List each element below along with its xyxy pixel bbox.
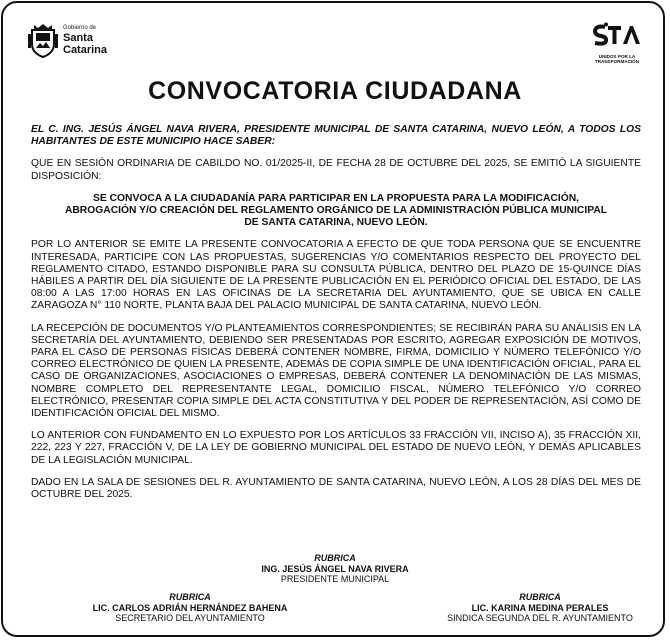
signer-role: SINDICA SEGUNDA DEL R. AYUNTAMIENTO: [447, 613, 633, 623]
sta-logo-icon: [592, 22, 642, 48]
convocation-paragraph: SE CONVOCA A LA CIUDADANÍA PARA PARTICIPAR EN LA PROPUESTA PARA LA MODIFICACIÓN, ABROGACIÓN Y/O CREACIÓN DEL REGLAMENTO ORGÁNICO DE LA ADMINISTRACIÓN PÚBLICA MUNICIPAL DE SANTA CATARINA, NUEVO LEÓN.: [64, 192, 608, 229]
signer-name: ING. JESÚS ÁNGEL NAVA RIVERA: [261, 563, 409, 574]
emission-paragraph: POR LO ANTERIOR SE EMITE LA PRESENTE CONVOCATORIA A EFECTO DE QUE TODA PERSONA QUE SE ENCUENTRE INTERESADA, PARTICIPE CON LAS PROPUESTAS, SUGERENCIAS Y/O COMENTARIOS RESPECTO DEL PROYECTO DEL REGLAMENTO CITADO, ESTANDO DISPONIBLE PARA SU CONSULTA PÚBLICA, DENTRO DEL PLAZO DE 15-QUINCE DÍAS HÁBILES A PARTIR DEL DÍA SIGUIENTE DE LA PRESENTE PUBLICACIÓN EN EL PERIÓDICO OFICIAL DEL ESTADO, DE LAS 08:00 A LAS 17:00 HORAS EN LAS OFICINAS DE LA SECRETARIA DEL AYUNTAMIENTO, QUE SE UBICA EN CALLE ZARAGOZA N° 110 NORTE, PLANTA BAJA DEL PALACIO MUNICIPAL DE SANTA CATARINA, NUEVO LEÓN.: [31, 239, 641, 312]
document-body: [31, 124, 641, 511]
sta-tagline: UNIDOS POR LA TRANSFORMACIÓN: [594, 54, 640, 64]
signer-role: SECRETARIO DEL AYUNTAMIENTO: [115, 613, 265, 623]
signature-sindica: [420, 592, 660, 624]
signature-secretario: [60, 592, 320, 624]
santa-catarina-logo: [28, 22, 107, 58]
signer-name: LIC. CARLOS ADRIÁN HERNÁNDEZ BAHENA: [92, 602, 288, 613]
reception-paragraph: LA RECEPCIÓN DE DOCUMENTOS Y/O PLANTEAMIENTOS CORRESPONDIENTES; SE RECIBIRÁN PARA SU ANÁLISIS EN LA SECRETARÍA DEL AYUNTAMIENTO, DEBIENDO SER PRESENTADAS POR ESCRITO, AGREGAR EXPOSICIÓN DE MOTIVOS, PARA EL CASO DE PERSONAS FÍSICAS DEBERÁ CONTENER NOMBRE, FIRMA, DOMICILIO Y NÚMERO TELEFÓNICO Y/O CORREO ELECTRÓNICO DE QUIEN LA PRESENTE, ADEMÁS DE COPIA SIMPLE DE UNA IDENTIFICACIÓN OFICIAL, PARA EL CASO DE ORGANIZACIONES, ASOCIACIONES O EMPRESAS, DEBERÁ CONTENER LA DENOMINACIÓN DE LAS MISMAS, NOMBRE COMPLETO DEL REPRESENTANTE LEGAL, DOMICILIO FISCAL, NÚMERO TELEFÓNICO Y/O CORREO ELECTRÓNICO, PRESENTAR COPIA SIMPLE DEL ACTA CONSTITUTIVA Y DEL PODER DE REPRESENTACIÓN, ASÍ COMO DE IDENTIFICACIÓN OFICIAL DEL MISMO.: [31, 322, 641, 420]
sta-logo: [592, 22, 642, 64]
logo-caption: Gobierno de: [63, 24, 97, 31]
municipal-shield-icon: [28, 22, 58, 58]
intro-paragraph: EL C. ING. JESÚS ÁNGEL NAVA RIVERA, PRESIDENTE MUNICIPAL DE SANTA CATARINA, NUEVO LEÓN, A TODOS LOS HABITANTES DE ESTE MUNICIPIO HACE SABER:: [31, 124, 641, 148]
signer-name: LIC. KARINA MEDINA PERALES: [471, 602, 609, 613]
header: [0, 0, 670, 70]
session-paragraph: QUE EN SESIÓN ORDINARIA DE CABILDO NO. 01/2025-II, DE FECHA 28 DE OCTUBRE DEL 2025, SE EMITIÓ LA SIGUIENTE DISPOSICIÓN:: [31, 158, 641, 182]
rubrica-label: RUBRICA: [314, 553, 356, 563]
logo-line-2: Catarina: [63, 43, 108, 56]
legal-basis-paragraph: LO ANTERIOR CON FUNDAMENTO EN LO EXPUESTO POR LOS ARTÍCULOS 33 FRACCIÓN VII, INCISO A), 35 FRACCIÓN XII, 222, 223 Y 227, FRACCIÓN V, DE LA LEY DE GOBIERNO MUNICIPAL DEL ESTADO DE NUEVO LEÓN, Y DEMÁS APLICABLES DE LA LEGISLACIÓN MUNICIPAL.: [31, 430, 641, 466]
signer-role: PRESIDENTE MUNICIPAL: [280, 574, 390, 584]
signature-presidente: [185, 553, 485, 585]
logo-line-1: Santa: [63, 31, 93, 44]
rubrica-label: RUBRICA: [519, 592, 561, 602]
rubrica-label: RUBRICA: [169, 592, 211, 602]
document-title: CONVOCATORIA CIUDADANA: [148, 77, 522, 105]
date-paragraph: DADO EN LA SALA DE SESIONES DEL R. AYUNTAMIENTO DE SANTA CATARINA, NUEVO LEÓN, A LOS 28 DÍAS DEL MES DE OCTUBRE DEL 2025.: [31, 476, 641, 501]
